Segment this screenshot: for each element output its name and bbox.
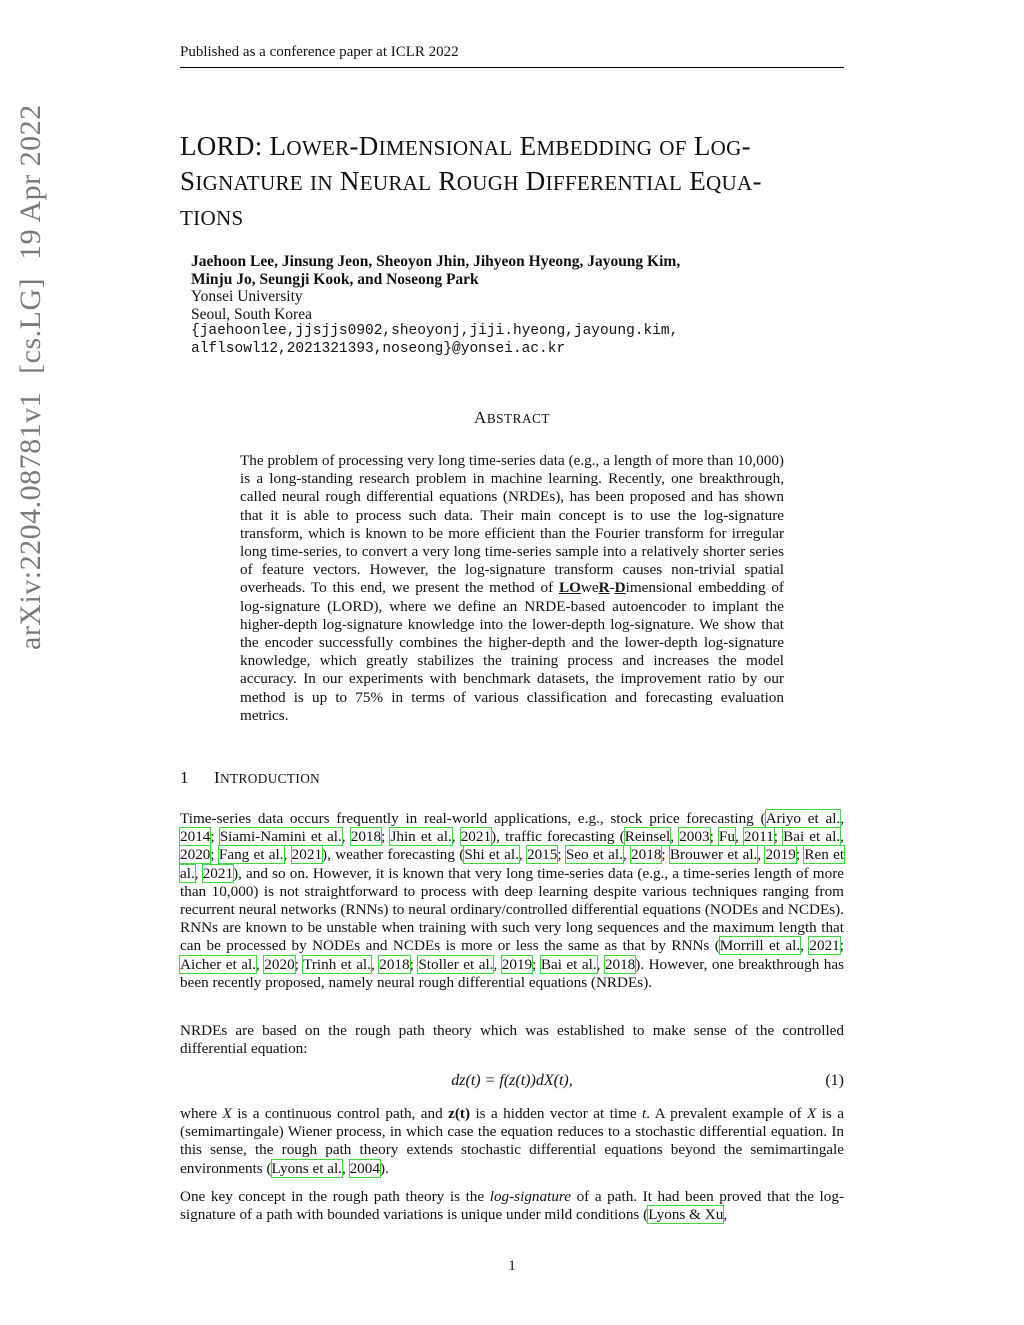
intro-paragraph-2: NRDEs are based on the rough path theory which was established to make sense of the controlled differential equation: bbox=[180, 1022, 844, 1058]
author-names-2: Minju Jo, Seungji Kook, and Noseong Park bbox=[191, 270, 479, 288]
citation-link[interactable]: Ariyo et al. bbox=[765, 810, 841, 827]
citation-link[interactable]: Bai et al. bbox=[783, 828, 841, 846]
citation-link[interactable]: 2020 bbox=[264, 955, 295, 973]
citation-link[interactable]: Ren et al. bbox=[180, 846, 845, 882]
title-line-1: LORD: LOWER-DIMENSIONAL EMBEDDING OF LOG- bbox=[180, 131, 751, 161]
title-line-3: TIONS bbox=[180, 206, 244, 230]
citation-link[interactable]: 2018 bbox=[604, 955, 636, 973]
citation-link[interactable]: 2019 bbox=[765, 846, 796, 864]
citation-link[interactable]: 2003 bbox=[679, 828, 710, 846]
equation-1 bbox=[180, 1072, 844, 1094]
abstract-heading: ABSTRACT bbox=[474, 408, 550, 427]
section-heading-introduction: 1 INTRODUCTION bbox=[180, 768, 321, 787]
citation-link[interactable]: Fu bbox=[718, 828, 735, 846]
emails-2: alflsowl12,2021321393,noseong}@yonsei.ac.kr bbox=[191, 340, 566, 357]
citation-link[interactable]: 2011 bbox=[743, 828, 774, 846]
citation-link[interactable]: 2018 bbox=[350, 828, 382, 846]
citation-link[interactable]: Morrill et al. bbox=[719, 937, 801, 955]
citation-link[interactable]: 2019 bbox=[501, 955, 533, 973]
arxiv-category: [cs.LG] bbox=[14, 277, 47, 374]
citation-link[interactable]: Fang et al. bbox=[218, 846, 284, 864]
citation-link[interactable]: Trinh et al. bbox=[303, 955, 371, 973]
intro-paragraph-4: One key concept in the rough path theory is the log-signature of a path. It had been proved that the log-signature of a path with bounded variations is unique under mild conditions (Lyons & Xu, bbox=[180, 1188, 844, 1224]
citation-link[interactable]: Bai et al. bbox=[540, 955, 597, 973]
citation-link[interactable]: Aicher et al. bbox=[180, 955, 256, 973]
abstract-text: The problem of processing very long time-series data (e.g., a length of more than 10,000) is a long-standing research problem in machine learning. Recently, one breakthrough, called neural rough differential equations (NRDEs), has been proposed and has shown that it is able to process such data. Their main concept is to use the log-signature transform, which is known to be more efficient than the Fourier transform for irregular long time-series, to convert a very long time-series sample into a relatively shorter series of feature vectors. However, the log-signature transform causes non-trivial spatial overheads. To this end, we present the method of LOweR-Dimensional embedding of log-signature (LORD), where we define an NRDE-based autoencoder to implant the higher-depth log-signature knowledge into the lower-depth log-signature. We show that the encoder successfully combines the higher-depth and the lower-depth log-signature knowledge, which greatly stabilizes the training process and increases the model accuracy. In our experiments with benchmark datasets, the improvement ratio by our method is up to 75% in terms of various classification and forecasting evaluation metrics. bbox=[240, 452, 784, 724]
citation-link[interactable]: 2014 bbox=[180, 828, 211, 846]
citation-link[interactable]: 2004 bbox=[349, 1159, 380, 1177]
affiliation: Yonsei University bbox=[191, 288, 303, 305]
author-names-1: Jaehoon Lee, Jinsung Jeon, Sheoyon Jhin, Jihyeon Hyeong, Jayoung Kim, bbox=[191, 253, 681, 270]
citation-link[interactable]: 2018 bbox=[631, 846, 662, 864]
citation-link[interactable]: Reinsel bbox=[624, 828, 671, 846]
page-number: 1 bbox=[508, 1258, 516, 1274]
location: Seoul, South Korea bbox=[191, 305, 312, 323]
citation-link[interactable]: Seo et al. bbox=[565, 846, 623, 864]
arxiv-stamp bbox=[14, 90, 58, 650]
citation-link[interactable]: Jhin et al. bbox=[390, 828, 452, 846]
arxiv-date: 19 Apr 2022 bbox=[14, 104, 47, 260]
citation-link[interactable]: 2021 bbox=[460, 828, 492, 846]
citation-link[interactable]: 2020 bbox=[180, 846, 211, 864]
citation-link[interactable]: Siami-Namini et al. bbox=[219, 828, 342, 846]
intro-paragraph-3: where X is a continuous control path, and z(t) is a hidden vector at time t. A prevalent example of X is a (semimartingale) Wiener process, in which case the equation reduces to a stochastic differential equation. In this sense, the rough path theory extends stochastic differential equations beyond the semimartingale environments (Lyons et al., 2004). bbox=[180, 1105, 844, 1177]
equation-number: (1) bbox=[825, 1072, 844, 1089]
citation-link[interactable]: 2021 bbox=[809, 937, 840, 955]
citation-link[interactable]: Shi et al. bbox=[464, 846, 519, 864]
citation-link[interactable]: Stoller et al. bbox=[418, 955, 494, 973]
author-block bbox=[191, 253, 831, 358]
running-header: Published as a conference paper at ICLR 2022 bbox=[180, 44, 844, 68]
equation-formula: dz(t) = f(z(t))dX(t), bbox=[451, 1072, 573, 1089]
intro-paragraph-1: Time-series data occurs frequently in real-world applications, e.g., stock price forecasting (Ariyo et al., 2014; Siami-Namini et al., 2018; Jhin et al., 2021), traffic forecasting (Reinsel, 2003; Fu, 2011; Bai et al., 2020; Fang et al., 2021), weather forecasting (Shi et al., 2015; Seo et al., 2018; Brouwer et al., 2019; Ren et al., 2021), and so on. However, it is known that very long time-series data (e.g., a time-series length of more than 10,000) is not straightforward to process with deep learning despite various techniques ranging from recurrent neural networks (RNNs) to neural ordinary/controlled differential equations (NODEs and NCDEs). RNNs are known to be unstable when training with such very long sequences and the maximum length that can be processed by NODEs and NCDEs is more or less the same as that by RNNs (Morrill et al., 2021; Aicher et al., 2020; Trinh et al., 2018; Stoller et al., 2019; Bai et al., 2018). However, one breakthrough has been recently proposed, namely neural rough differential equations (NRDEs). bbox=[180, 810, 845, 991]
paper-title bbox=[180, 130, 850, 235]
citation-link[interactable]: Lyons & Xu bbox=[648, 1206, 724, 1224]
title-line-2: SIGNATURE IN NEURAL ROUGH DIFFERENTIAL EQUA- bbox=[180, 166, 762, 196]
arxiv-id: arXiv:2204.08781v1 bbox=[14, 391, 47, 650]
citation-link[interactable]: Lyons et al. bbox=[271, 1159, 342, 1177]
citation-link[interactable]: 2015 bbox=[526, 846, 558, 864]
emails-1: {jaehoonlee,jjsjjs0902,sheoyonj,jiji.hyeong,jayoung.kim, bbox=[191, 323, 679, 339]
citation-link[interactable]: 2018 bbox=[379, 955, 410, 973]
citation-link[interactable]: 2021 bbox=[291, 846, 323, 864]
citation-link[interactable]: 2021 bbox=[202, 864, 234, 882]
citation-link[interactable]: Brouwer et al. bbox=[669, 846, 758, 864]
